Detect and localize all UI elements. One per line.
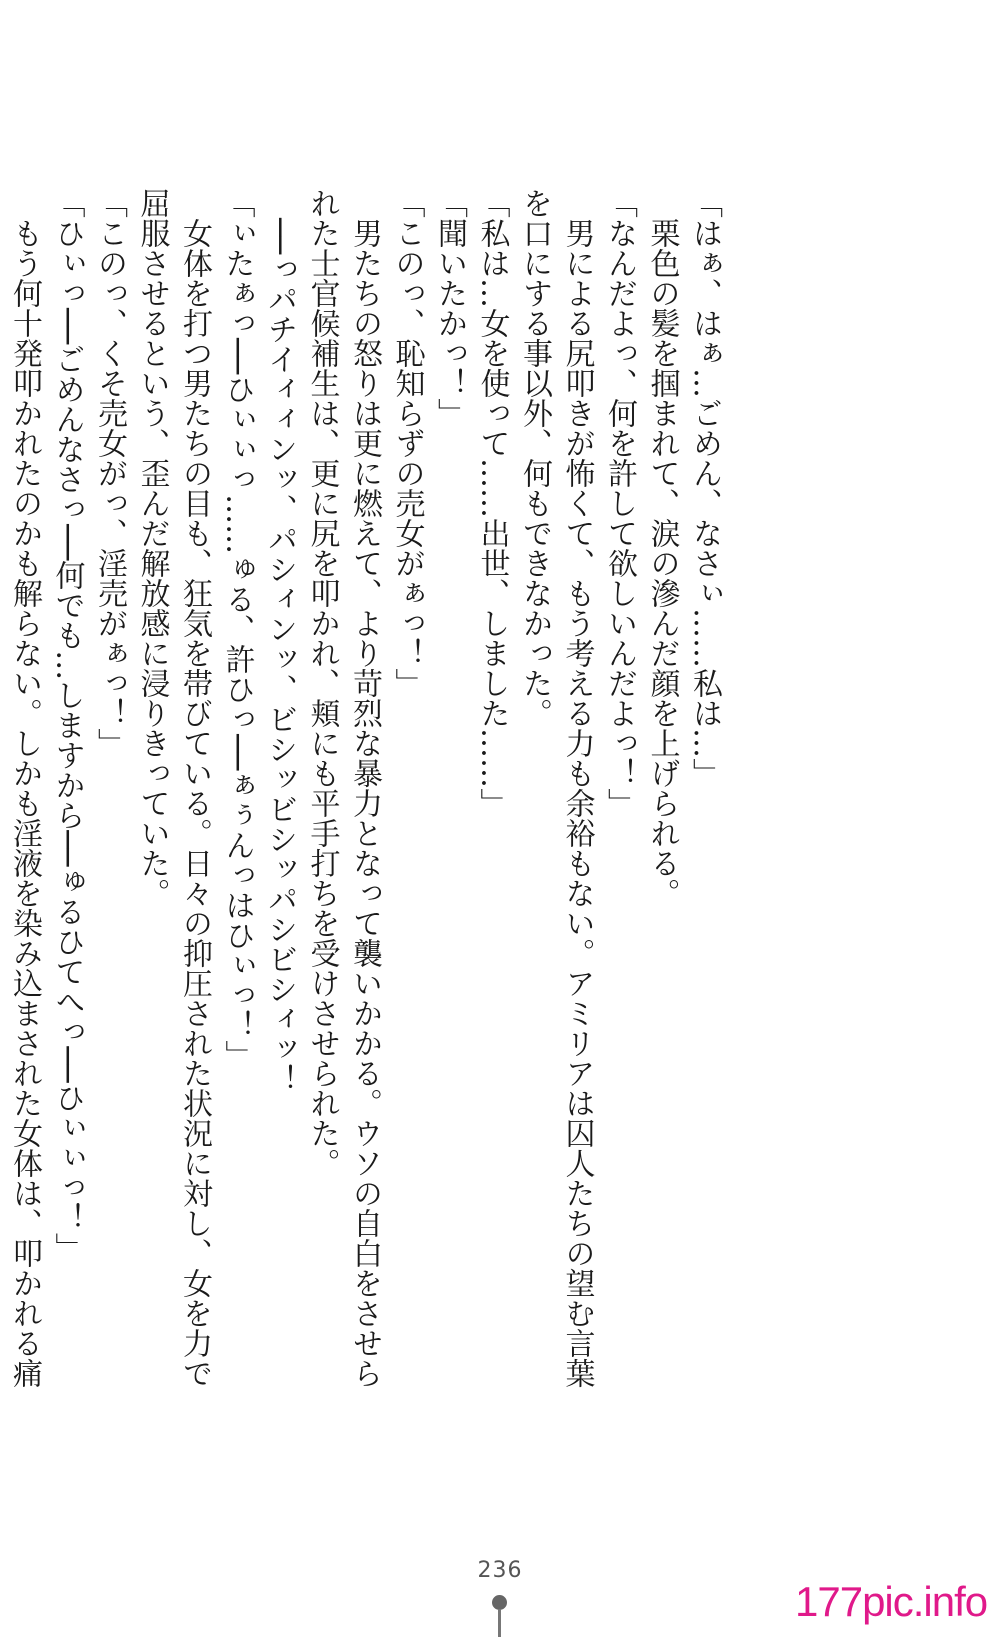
text-line: 男による尻叩きが怖くて、もう考える力も余裕もない。アミリアは囚人たちの望む言葉: [559, 188, 595, 1388]
text-line: 「はぁ、はぁ…ごめん、なさぃ……私は…」: [687, 188, 722, 788]
text-line: 「このっ、くそ売女がっ、淫売がぁっ！」: [92, 188, 127, 758]
text-line: 男たちの怒りは更に燃えて、より苛烈な暴力となって襲いかかる。ウソの自白をさせら: [347, 188, 382, 1388]
text-line: 「ぃたぁっ──ひぃぃっ……ゅる、許ひっ──ぁぅんっはひぃっ！」: [219, 188, 255, 1071]
page-number: 236: [477, 1558, 523, 1583]
text-line: 女体を打つ男たちの目も、狂気を帯びている。日々の抑圧された状況に対し、女を力で: [177, 188, 212, 1388]
text-line: 「このっ、恥知らずの売女がぁっ！」: [389, 188, 425, 698]
text-line: れた士官候補生は、更に尻を叩かれ、頬にも平手打ちを受けさせられた。: [304, 188, 340, 1178]
text-line: 「なんだよっ、何を許して欲しいんだよっ！」: [602, 188, 637, 818]
text-line: 栗色の髪を掴まれて、涙の滲んだ顔を上げられる。: [644, 188, 680, 908]
text-line: 屈服させるという、歪んだ解放感に浸りきっていた。: [134, 188, 170, 908]
text-line: 「ひぃっ──ごめんなさっ──何でも…しますから──ゅるひてへっ──ひぃぃっ！」: [49, 188, 85, 1263]
text-line: を口にする事以外、何もできなかった。: [517, 188, 552, 728]
page-marker-icon: [492, 1595, 507, 1637]
text-line: もう何十発叩かれたのかも解らない。しかも淫液を染み込まされた女体は、叩かれる痛: [7, 188, 42, 1388]
text-line: 「聞いたかっ！」: [432, 188, 467, 428]
vertical-text-body: [7, 188, 725, 1388]
marker-stem: [498, 1609, 501, 1637]
watermark: 177pic.info: [795, 1578, 988, 1625]
marker-dot: [492, 1595, 507, 1610]
text-line: 「私は…女を使って……出世、しました……」: [474, 188, 510, 818]
text-line: ──っパチイィィンッ、パシィンッ、ビシッビシッパシビシィッ！: [262, 188, 297, 1095]
